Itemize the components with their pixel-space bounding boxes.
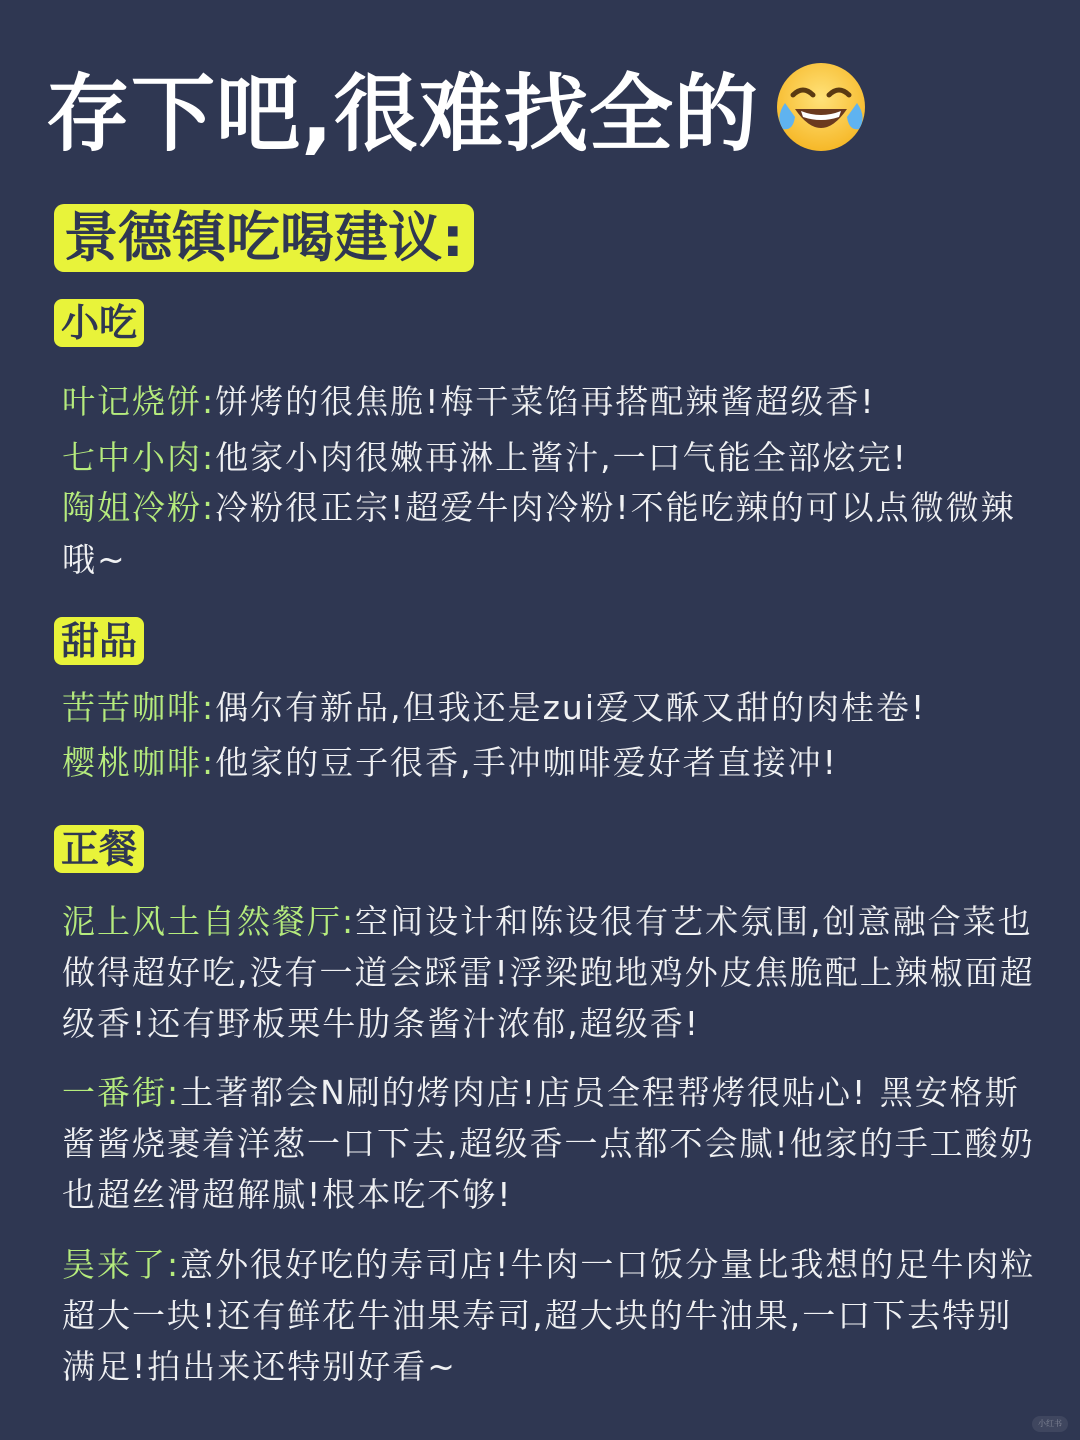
list-item — [62, 430, 1042, 486]
list-item — [62, 374, 1042, 430]
list-item — [62, 680, 1042, 736]
watermark-logo: 小红书 — [1032, 1416, 1068, 1432]
section-label-meals: 正餐 — [54, 825, 144, 873]
section-label-desserts: 甜品 — [54, 617, 144, 665]
main-title — [46, 52, 869, 162]
list-item — [62, 1067, 1042, 1220]
list-item — [62, 1239, 1042, 1392]
entry-name: 七中小肉: — [62, 438, 216, 477]
entry-name: 苦苦咖啡: — [62, 688, 216, 727]
entry-desc: 他家的豆子很香,手冲咖啡爱好者直接冲! — [215, 743, 838, 782]
entry-desc: 土著都会N刷的烤肉店!店员全程帮烤很贴心! 黑安格斯酱酱烧裹着洋葱一口下去,超级香一点都不会腻!他家的手工酸奶也超丝滑超解腻!根本吃不够! — [62, 1073, 1035, 1214]
entry-name: 陶姐冷粉: — [62, 488, 216, 527]
entry-desc: 饼烤的很焦脆!梅干菜馅再搭配辣酱超级香! — [215, 382, 876, 421]
list-item — [62, 482, 1042, 586]
entry-name: 樱桃咖啡: — [62, 743, 216, 782]
entry-name: 一番街: — [62, 1073, 181, 1112]
section-label-snacks: 小吃 — [54, 299, 144, 347]
entry-name: 泥上风土自然餐厅: — [62, 902, 356, 941]
list-item — [62, 735, 1042, 791]
face-with-tears-of-joy-icon — [773, 59, 869, 155]
entry-name: 昊来了: — [62, 1245, 181, 1284]
subtitle-highlight: 景德镇吃喝建议: — [54, 204, 474, 272]
main-title-text: 存下吧,很难找全的 — [46, 64, 759, 163]
entry-desc: 意外很好吃的寿司店!牛肉一口饭分量比我想的足牛肉粒超大一块!还有鲜花牛油果寿司,超大块的牛油果,一口下去特别满足!拍出来还特别好看~ — [62, 1245, 1036, 1386]
entry-desc: 冷粉很正宗!超爱牛肉冷粉!不能吃辣的可以点微微辣哦~ — [62, 488, 1016, 579]
entry-desc: 他家小肉很嫩再淋上酱汁,一口气能全部炫完! — [215, 438, 908, 477]
list-item — [62, 896, 1042, 1049]
entry-desc: 空间设计和陈设很有艺术氛围,创意融合菜也做得超好吃,没有一道会踩雷!浮梁跑地鸡外皮焦脆配上辣椒面超级香!还有野板栗牛肋条酱汁浓郁,超级香! — [62, 902, 1035, 1043]
entry-desc: 偶尔有新品,但我还是zui爱又酥又甜的肉桂卷! — [215, 688, 927, 727]
entry-name: 叶记烧饼: — [62, 382, 216, 421]
